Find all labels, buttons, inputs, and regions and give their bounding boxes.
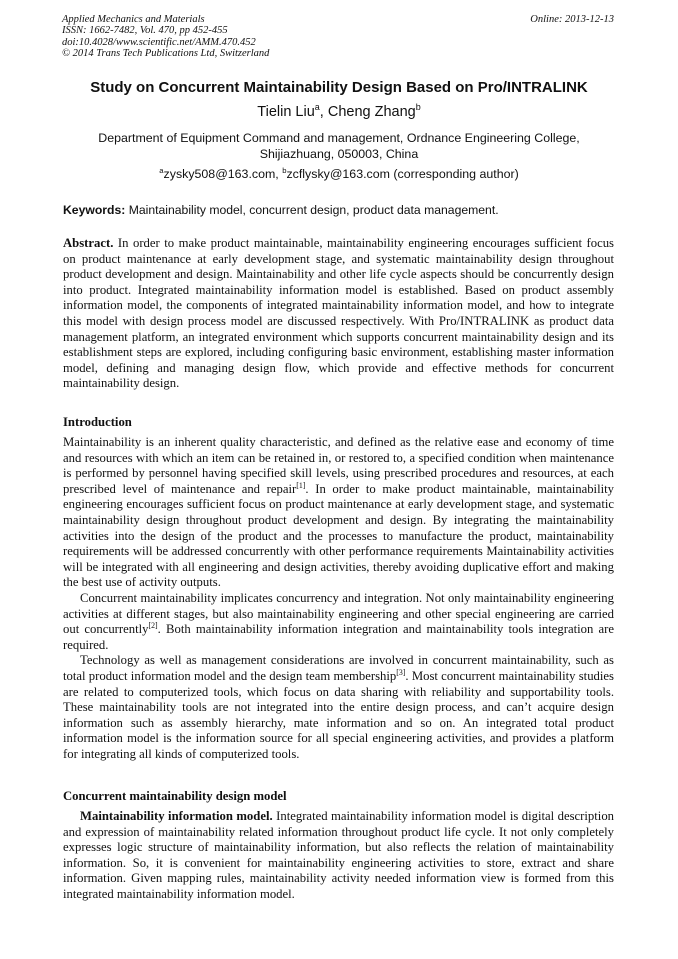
author-separator: , <box>319 104 328 120</box>
paragraph <box>63 591 614 653</box>
subsection-label: Maintainability information model. <box>80 809 273 823</box>
abstract <box>63 236 614 392</box>
paragraph-text: . Both maintainability information integration and maintainability tools integration are required. <box>63 622 614 652</box>
author-list <box>0 104 678 120</box>
affiliation: Department of Equipment Command and management, Ordnance Engineering College, Shijiazhuang, 050003, China <box>98 131 580 161</box>
paragraph-text: . Most concurrent maintainability studies are related to computerized tools, which focus on data sharing with reliability and supportability tools. These maintainability tools are not integrated into the entire design process, and can’t acquire design information such as assembly hierarchy, mate information and so on. An integrated total product information model is the information source for all special engineering activities, and provides a platform for integrating all kinds of computerized tools. <box>63 668 614 761</box>
citation-ref: [1] <box>296 480 306 490</box>
paragraph-text: Maintainability is an inherent quality characteristic, and defined as the relative ease and economy of time and resources with which an item can be retained in, or restored to, a specified condition when maintenance is performed by personnel having specified skill levels, using prescribed procedures and resources, at each prescribed level of maintenance and repair <box>63 435 614 496</box>
author-affil-mark: a <box>314 102 320 113</box>
citation-ref: [3] <box>396 667 406 677</box>
journal-issn: ISSN: 1662-7482, Vol. 470, pp 452-455 <box>62 25 228 37</box>
section-heading-introduction: Introduction <box>63 415 132 429</box>
introduction-body <box>63 435 614 762</box>
email-address: zysky508@163.com, <box>163 167 283 181</box>
journal-copyright: © 2014 Trans Tech Publications Ltd, Switzerland <box>62 48 270 60</box>
paragraph <box>63 809 614 903</box>
journal-doi: doi:10.4028/www.scientific.net/AMM.470.452 <box>62 36 256 48</box>
section-heading-concurrent-design: Concurrent maintainability design model <box>63 789 287 803</box>
author-emails <box>0 167 678 181</box>
abstract-label: Abstract. <box>63 236 114 250</box>
journal-name: Applied Mechanics and Materials <box>62 14 205 25</box>
keywords <box>63 203 623 217</box>
paragraph-text: Technology as well as management considerations are involved in concurrent maintainability, such as total product information model and the design team membership <box>63 653 614 683</box>
abstract-text: In order to make product maintainable, maintainability engineering encourages sufficient focus on product maintenance at early development stage, and systematic maintainability design throughout product development and design. Maintainability and other life cycle aspects should be concurrently design into product. Integrated maintainability information model is established. Based on product assembly information model, the components of integrated maintainability information model, and how to integrate this model with design process model are discussed respectively. With Pro/INTRALINK as product data management platform, an integrated environment which supports concurrent maintainability design and its establishment steps are explored, including configuring basic environment, establishing master information model, defining and managing design flow, which provide and effective methods for concurrent maintainability design. <box>63 236 614 391</box>
online-date: Online: 2013-12-13 <box>530 14 614 25</box>
email-address: zcflysky@163.com (corresponding author) <box>286 167 519 181</box>
citation-ref: [2] <box>148 620 158 630</box>
paragraph-text: . In order to make product maintainable, maintainability engineering encourages sufficient focus on product maintenance at early development stage, and systematic maintainability design throughout product development and design. By integrating the maintainability activities into the design of the product and the processes to manufacture the product, maintainability requirements will be addressed concurrently with other performance requirements Maintainability activities will be integrated with all engineering and design activities, thereby avoiding duplicative effort and making the best use of activity outputs. <box>63 481 614 590</box>
concurrent-design-body <box>63 809 614 903</box>
email-mark: a <box>159 165 164 175</box>
author-affil-mark: b <box>415 102 421 113</box>
paragraph-text: Concurrent maintainability implicates concurrency and integration. Not only maintainability engineering activities at different stages, but also maintainability engineering and other special engineering are carried out concurrently <box>63 590 614 637</box>
paragraph <box>63 653 614 762</box>
journal-header <box>62 14 269 60</box>
keywords-label: Keywords: <box>63 203 126 217</box>
email-mark: b <box>282 165 287 175</box>
author-name: Tielin Liu <box>257 104 315 120</box>
paragraph-text: Integrated maintainability information model is digital description and expression of maintainability related information throughout product life cycle. It not only completely expresses logic structure of maintainability information, but also reflects the relation of maintainability information. So, it is convenient for maintainability engineering activities to store, extract and share information. Given mapping rules, maintainability activity needed information view is formed from this integrated maintainability information model. <box>63 809 615 901</box>
paragraph <box>63 435 614 591</box>
author-name: Cheng Zhang <box>327 104 416 120</box>
keywords-text: Maintainability model, concurrent design, product data management. <box>128 203 499 217</box>
paper-title: Study on Concurrent Maintainability Design Based on Pro/INTRALINK <box>90 79 588 96</box>
